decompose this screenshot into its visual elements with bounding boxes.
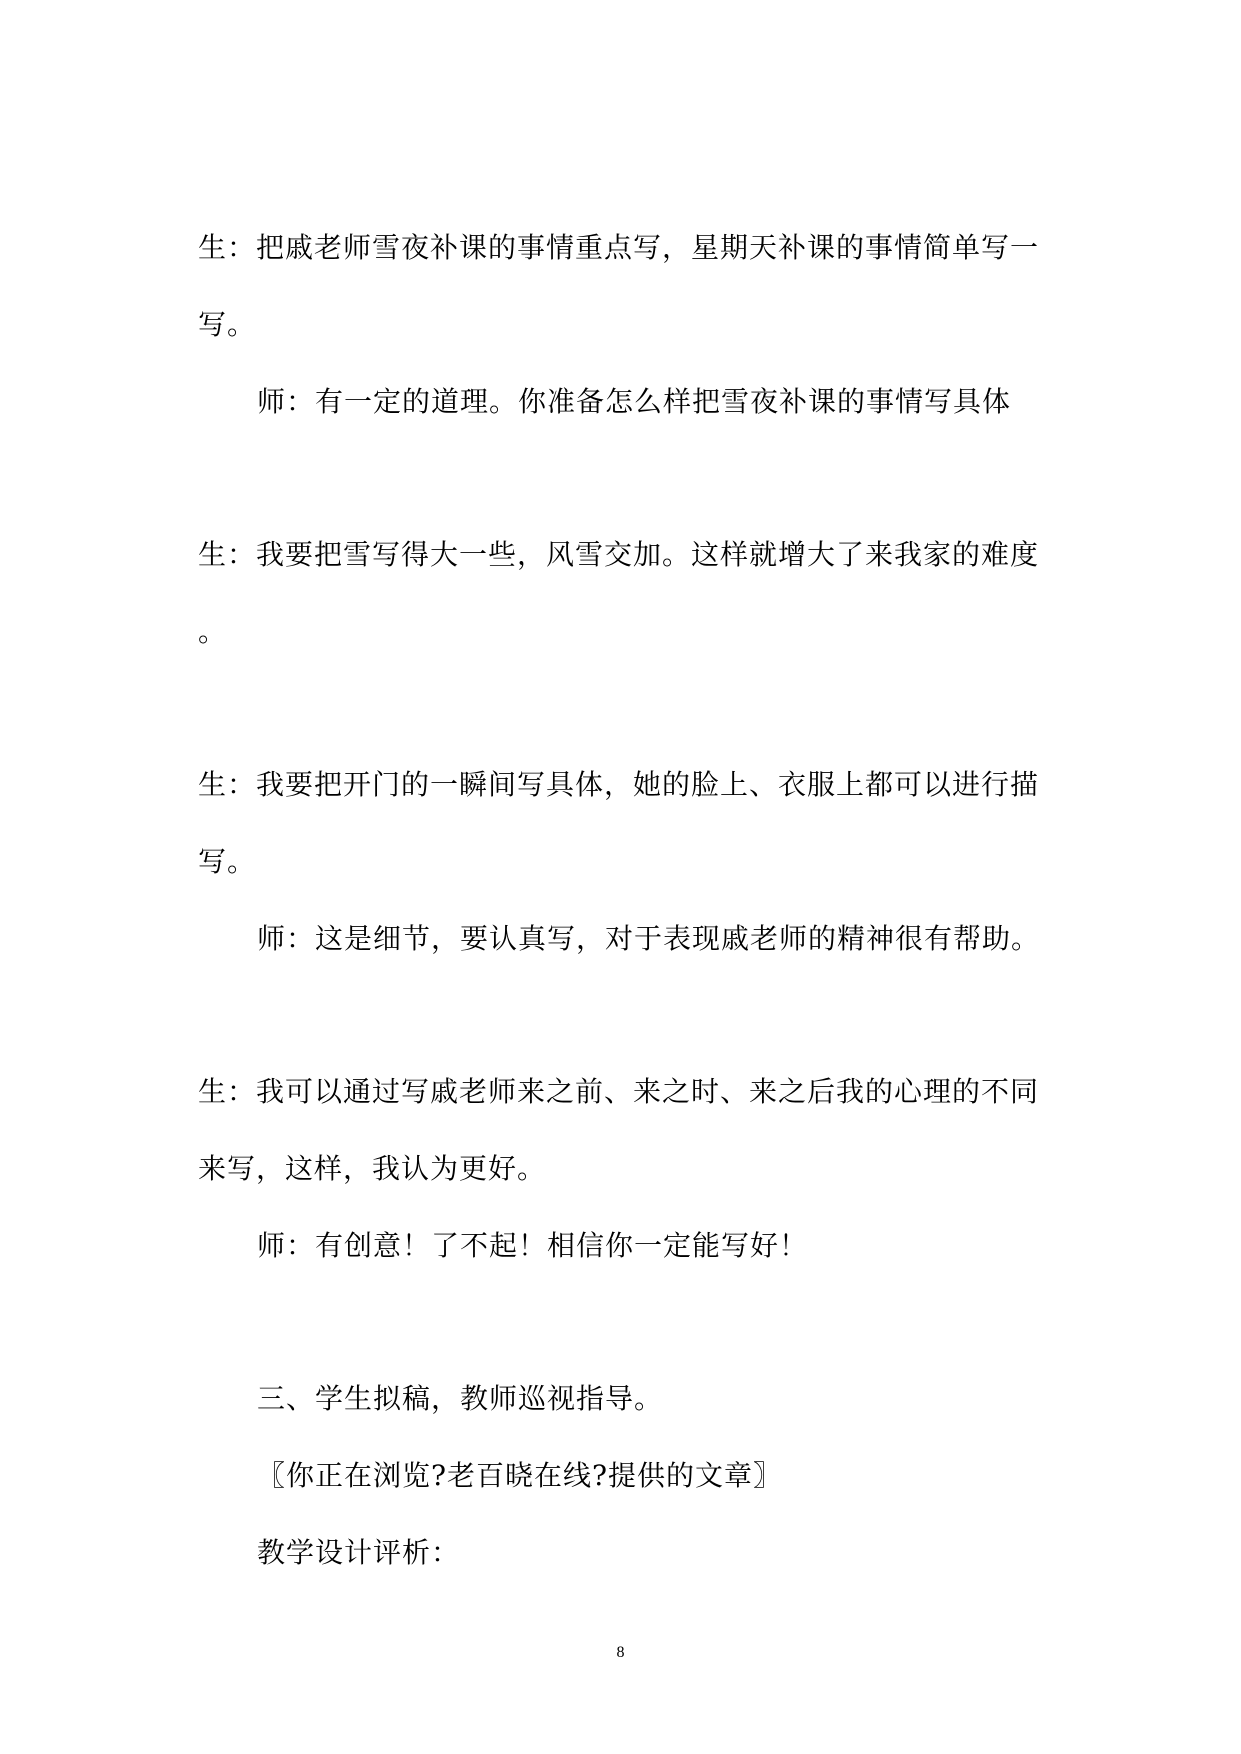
dialogue-line-student-2-cont: 。 — [198, 615, 228, 648]
dialogue-line-teacher-2: 师：这是细节，要认真写，对于表现戚老师的精神很有帮助。 — [257, 922, 1041, 955]
dialogue-line-student-1: 生：把戚老师雪夜补课的事情重点写，星期天补课的事情简单写一 — [198, 231, 1040, 264]
section-heading-evaluation: 教学设计评析： — [257, 1536, 461, 1569]
dialogue-line-student-4-cont: 来写，这样，我认为更好。 — [198, 1152, 547, 1185]
section-heading-drafting: 三、学生拟稿，教师巡视指导。 — [257, 1382, 664, 1415]
dialogue-line-teacher-3: 师：有创意！了不起！相信你一定能写好！ — [257, 1229, 809, 1262]
dialogue-line-student-3: 生：我要把开门的一瞬间写具体，她的脸上、衣服上都可以进行描 — [198, 768, 1040, 801]
dialogue-line-student-3-cont: 写。 — [198, 845, 257, 878]
dialogue-line-student-1-cont: 写。 — [198, 308, 257, 341]
dialogue-line-student-4: 生：我可以通过写戚老师来之前、来之时、来之后我的心理的不同 — [198, 1075, 1040, 1108]
page-number: 8 — [616, 1644, 625, 1661]
source-notice: 〖你正在浏览?老百晓在线?提供的文章〗 — [257, 1459, 783, 1492]
dialogue-line-student-2: 生：我要把雪写得大一些，风雪交加。这样就增大了来我家的难度 — [198, 538, 1040, 571]
dialogue-line-teacher-1: 师：有一定的道理。你准备怎么样把雪夜补课的事情写具体 — [257, 385, 1012, 418]
